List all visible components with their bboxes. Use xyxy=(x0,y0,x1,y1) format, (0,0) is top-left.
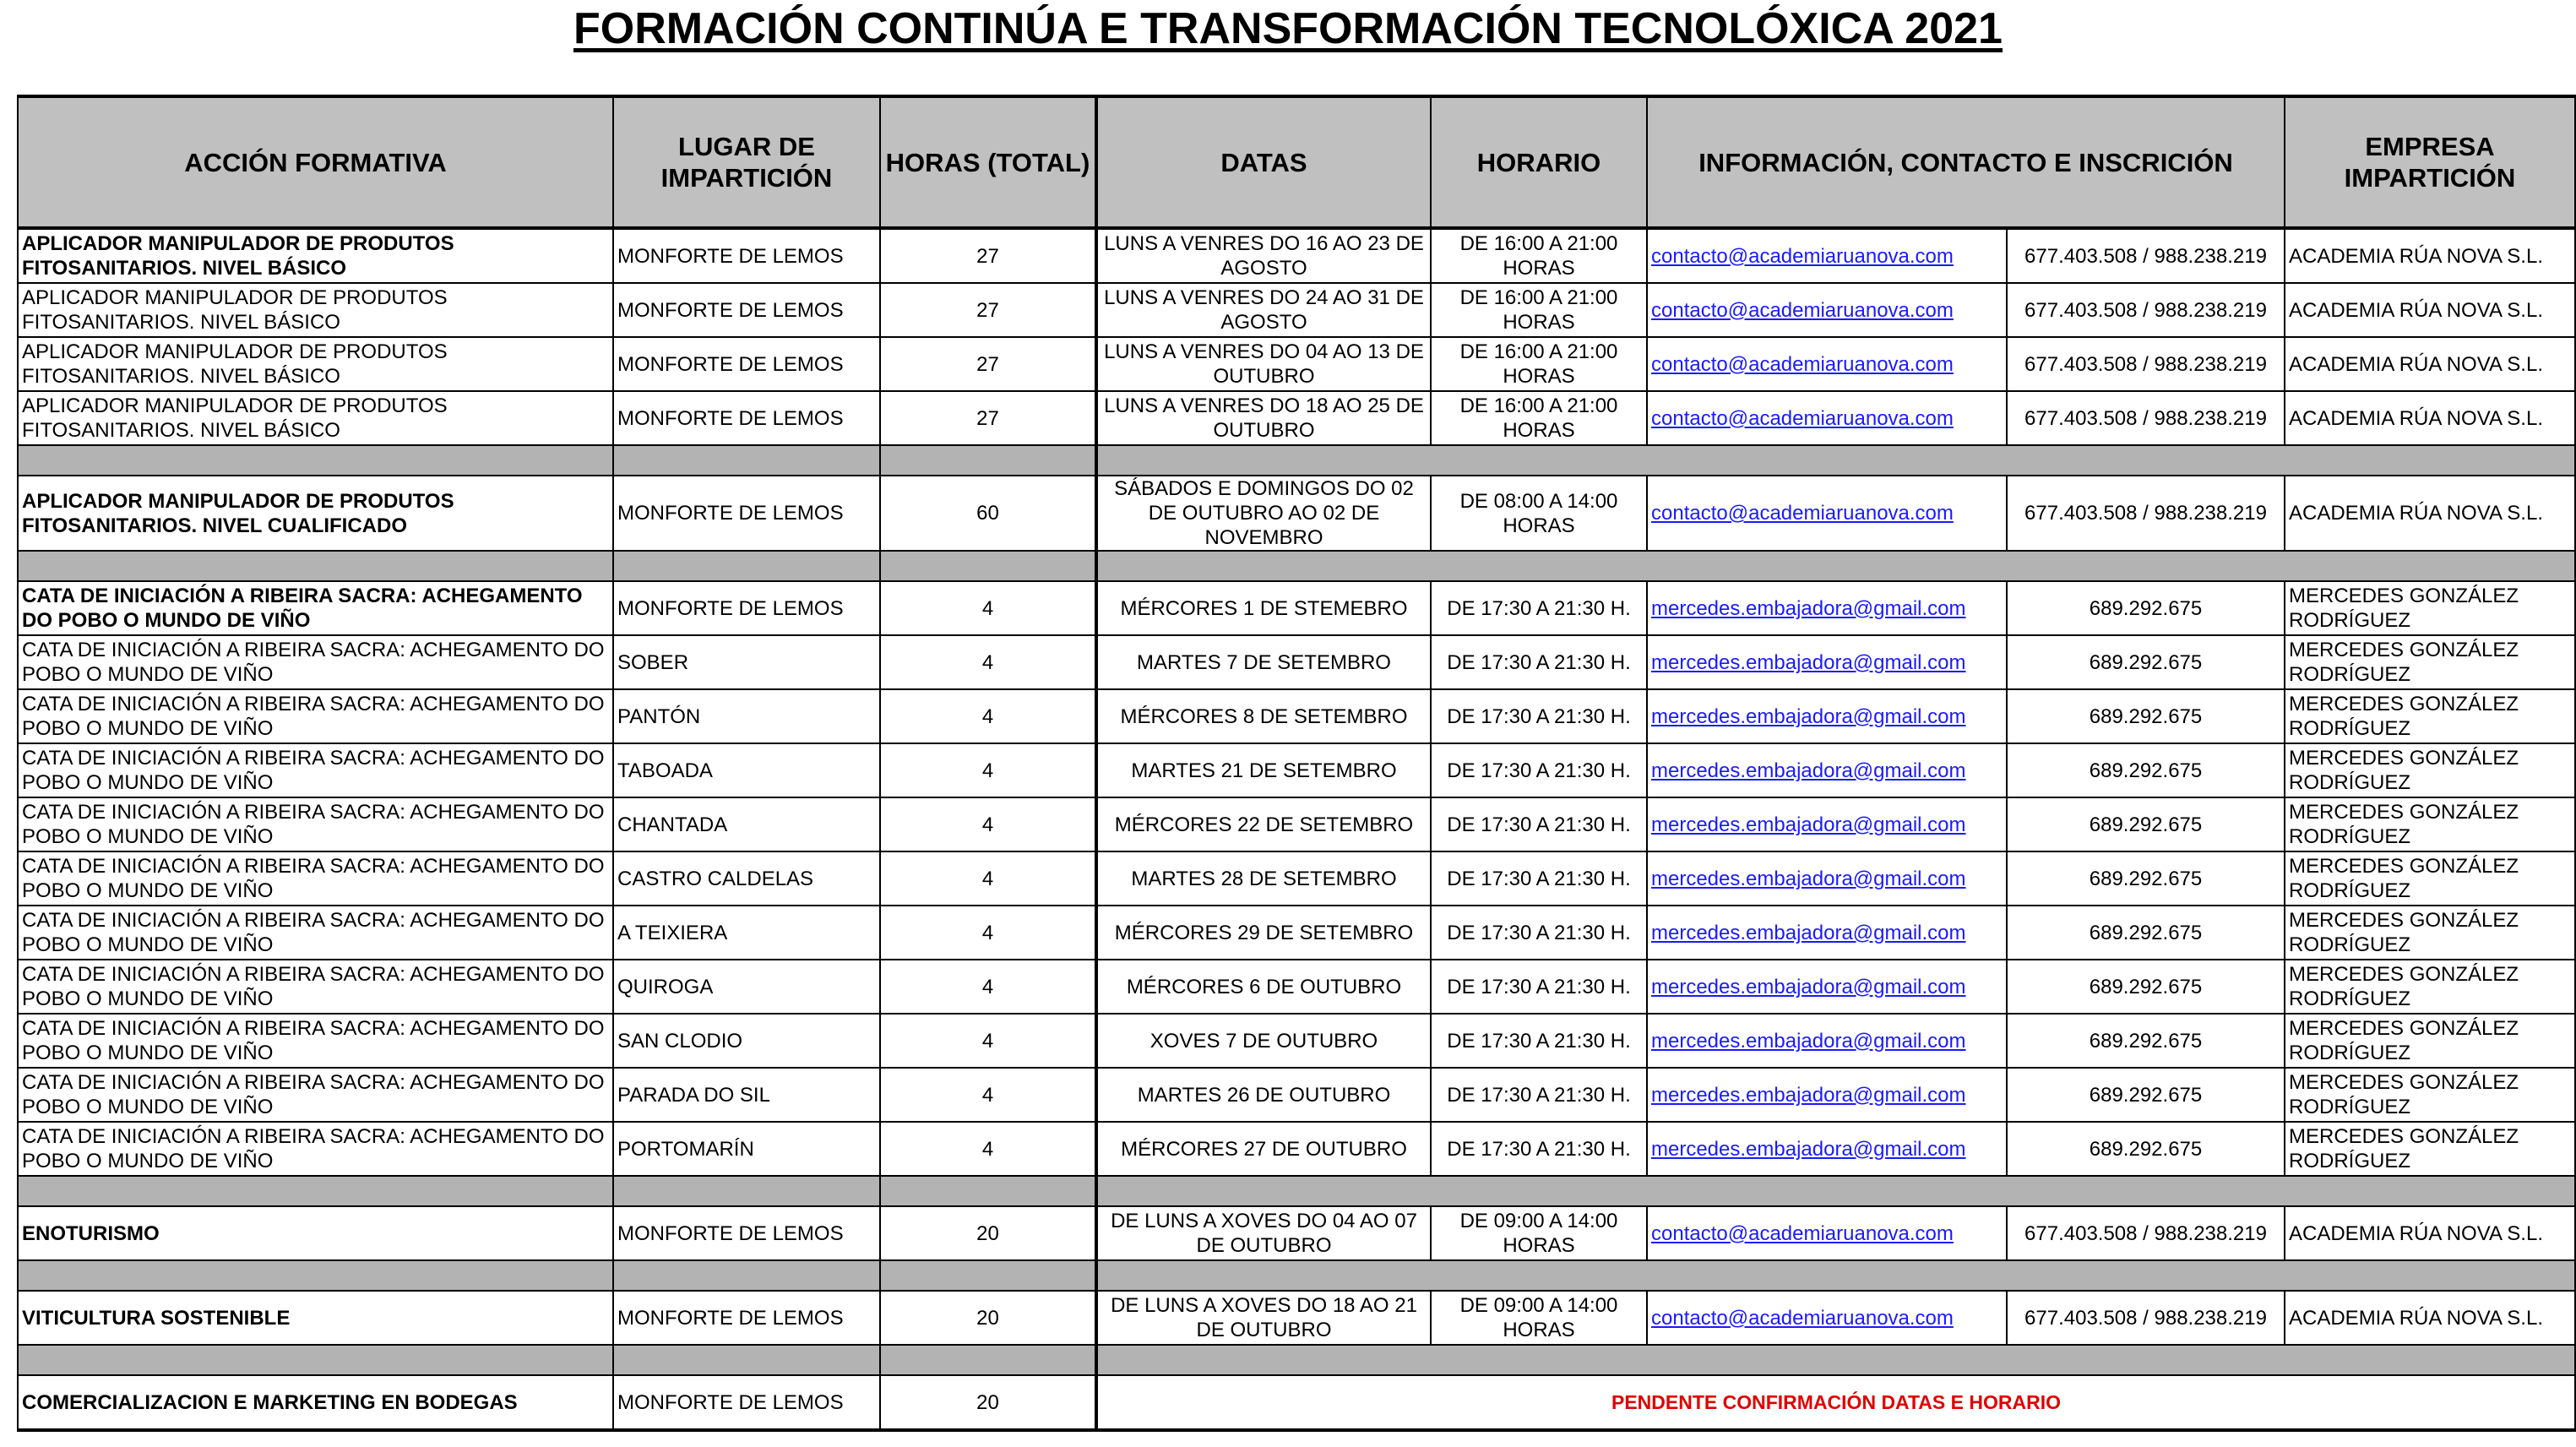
separator-cell xyxy=(880,1345,1096,1375)
cell-horario: DE 17:30 A 21:30 H. xyxy=(1431,851,1647,906)
cell-horario: DE 17:30 A 21:30 H. xyxy=(1431,1068,1647,1122)
table-row xyxy=(18,581,2575,635)
cell-telefono: 689.292.675 xyxy=(2007,1014,2285,1068)
separator-row xyxy=(18,1345,2575,1375)
cell-lugar: SAN CLODIO xyxy=(613,1014,880,1068)
cell-horario: DE 08:00 A 14:00 HORAS xyxy=(1431,476,1647,551)
cell-lugar: TABOADA xyxy=(613,743,880,797)
cell-horario: DE 17:30 A 21:30 H. xyxy=(1431,1014,1647,1068)
pending-note: PENDENTE CONFIRMACIÓN DATAS E HORARIO xyxy=(1096,1375,2575,1430)
cell-accion: ENOTURISMO xyxy=(18,1206,613,1260)
cell-telefono: 677.403.508 / 988.238.219 xyxy=(2007,391,2285,445)
cell-horario: DE 17:30 A 21:30 H. xyxy=(1431,743,1647,797)
cell-datas: MÉRCORES 1 DE STEMEBRO xyxy=(1096,581,1431,635)
cell-lugar: CASTRO CALDELAS xyxy=(613,851,880,906)
cell-datas: DE LUNS A XOVES DO 04 AO 07 DE OUTUBRO xyxy=(1096,1206,1431,1260)
cell-datas: DE LUNS A XOVES DO 18 AO 21 DE OUTUBRO xyxy=(1096,1291,1431,1345)
courses-table xyxy=(17,95,2576,1432)
header-accion: ACCIÓN FORMATIVA xyxy=(18,96,613,228)
cell-accion: CATA DE INICIACIÓN A RIBEIRA SACRA: ACHEGAMENTO DO POBO O MUNDO DE VIÑO xyxy=(18,581,613,635)
cell-email xyxy=(1647,851,2007,906)
cell-horas: 27 xyxy=(880,228,1096,283)
email-link[interactable]: mercedes.embajadora@gmail.com xyxy=(1651,704,1966,728)
cell-email xyxy=(1647,1291,2007,1345)
separator-cell xyxy=(880,551,1096,581)
cell-lugar: QUIROGA xyxy=(613,960,880,1014)
separator-cell xyxy=(1096,1345,2575,1375)
cell-lugar: PANTÓN xyxy=(613,689,880,743)
cell-accion: APLICADOR MANIPULADOR DE PRODUTOS FITOSANITARIOS. NIVEL CUALIFICADO xyxy=(18,476,613,551)
email-link[interactable]: mercedes.embajadora@gmail.com xyxy=(1651,921,1966,944)
cell-email xyxy=(1647,283,2007,337)
cell-telefono: 689.292.675 xyxy=(2007,635,2285,689)
cell-accion: VITICULTURA SOSTENIBLE xyxy=(18,1291,613,1345)
cell-email xyxy=(1647,1014,2007,1068)
cell-lugar: MONFORTE DE LEMOS xyxy=(613,476,880,551)
email-link[interactable]: mercedes.embajadora@gmail.com xyxy=(1651,759,1966,782)
cell-accion: CATA DE INICIACIÓN A RIBEIRA SACRA: ACHEGAMENTO DO POBO O MUNDO DE VIÑO xyxy=(18,689,613,743)
cell-datas: MÉRCORES 29 DE SETEMBRO xyxy=(1096,906,1431,960)
cell-telefono: 677.403.508 / 988.238.219 xyxy=(2007,476,2285,551)
cell-horario: DE 17:30 A 21:30 H. xyxy=(1431,1122,1647,1176)
cell-horas: 4 xyxy=(880,635,1096,689)
separator-cell xyxy=(613,1176,880,1206)
page-title-wrap xyxy=(0,0,2576,54)
cell-lugar: PORTOMARÍN xyxy=(613,1122,880,1176)
cell-horario: DE 16:00 A 21:00 HORAS xyxy=(1431,283,1647,337)
cell-accion: APLICADOR MANIPULADOR DE PRODUTOS FITOSANITARIOS. NIVEL BÁSICO xyxy=(18,337,613,391)
cell-email xyxy=(1647,1068,2007,1122)
header-row xyxy=(18,96,2575,228)
cell-horario: DE 09:00 A 14:00 HORAS xyxy=(1431,1206,1647,1260)
cell-email xyxy=(1647,635,2007,689)
table-row xyxy=(18,960,2575,1014)
separator-cell xyxy=(880,1260,1096,1291)
cell-horario: DE 17:30 A 21:30 H. xyxy=(1431,635,1647,689)
cell-datas: MARTES 28 DE SETEMBRO xyxy=(1096,851,1431,906)
cell-empresa: ACADEMIA RÚA NOVA S.L. xyxy=(2285,476,2575,551)
cell-empresa: MERCEDES GONZÁLEZ RODRÍGUEZ xyxy=(2285,689,2575,743)
email-link[interactable]: contacto@academiaruanova.com xyxy=(1651,406,1954,430)
cell-accion: COMERCIALIZACION E MARKETING EN BODEGAS xyxy=(18,1375,613,1430)
email-link[interactable]: mercedes.embajadora@gmail.com xyxy=(1651,1029,1966,1053)
cell-accion: CATA DE INICIACIÓN A RIBEIRA SACRA: ACHEGAMENTO DO POBO O MUNDO DE VIÑO xyxy=(18,906,613,960)
email-link[interactable]: contacto@academiaruanova.com xyxy=(1651,1221,1954,1245)
email-link[interactable]: contacto@academiaruanova.com xyxy=(1651,502,1954,525)
table-row xyxy=(18,283,2575,337)
cell-lugar: A TEIXIERA xyxy=(613,906,880,960)
separator-cell xyxy=(18,1345,613,1375)
cell-datas: LUNS A VENRES DO 16 AO 23 DE AGOSTO xyxy=(1096,228,1431,283)
cell-email xyxy=(1647,960,2007,1014)
cell-telefono: 689.292.675 xyxy=(2007,851,2285,906)
table-row xyxy=(18,337,2575,391)
cell-horas: 4 xyxy=(880,581,1096,635)
email-link[interactable]: mercedes.embajadora@gmail.com xyxy=(1651,975,1966,998)
email-link[interactable]: mercedes.embajadora@gmail.com xyxy=(1651,1137,1966,1161)
cell-accion: CATA DE INICIACIÓN A RIBEIRA SACRA: ACHEGAMENTO DO POBO O MUNDO DE VIÑO xyxy=(18,797,613,851)
cell-empresa: ACADEMIA RÚA NOVA S.L. xyxy=(2285,283,2575,337)
cell-datas: MARTES 7 DE SETEMBRO xyxy=(1096,635,1431,689)
cell-empresa: MERCEDES GONZÁLEZ RODRÍGUEZ xyxy=(2285,1122,2575,1176)
cell-telefono: 677.403.508 / 988.238.219 xyxy=(2007,283,2285,337)
cell-empresa: MERCEDES GONZÁLEZ RODRÍGUEZ xyxy=(2285,635,2575,689)
cell-horario: DE 17:30 A 21:30 H. xyxy=(1431,797,1647,851)
cell-email xyxy=(1647,581,2007,635)
cell-email xyxy=(1647,797,2007,851)
cell-horas: 27 xyxy=(880,283,1096,337)
cell-email xyxy=(1647,906,2007,960)
cell-horario: DE 17:30 A 21:30 H. xyxy=(1431,906,1647,960)
cell-telefono: 689.292.675 xyxy=(2007,960,2285,1014)
table-body xyxy=(18,228,2575,1430)
cell-horas: 20 xyxy=(880,1206,1096,1260)
cell-lugar: MONFORTE DE LEMOS xyxy=(613,581,880,635)
table-row xyxy=(18,1014,2575,1068)
email-link[interactable]: mercedes.embajadora@gmail.com xyxy=(1651,1083,1966,1107)
cell-horario: DE 16:00 A 21:00 HORAS xyxy=(1431,228,1647,283)
table-row xyxy=(18,391,2575,445)
header-info: INFORMACIÓN, CONTACTO E INSCRICIÓN xyxy=(1647,96,2285,228)
cell-datas: SÁBADOS E DOMINGOS DO 02 DE OUTUBRO AO 02 DE NOVEMBRO xyxy=(1096,476,1431,551)
separator-row xyxy=(18,445,2575,476)
cell-telefono: 689.292.675 xyxy=(2007,743,2285,797)
email-link[interactable]: contacto@academiaruanova.com xyxy=(1651,1306,1954,1330)
cell-telefono: 689.292.675 xyxy=(2007,906,2285,960)
cell-email xyxy=(1647,689,2007,743)
separator-row xyxy=(18,551,2575,581)
cell-horas: 60 xyxy=(880,476,1096,551)
header-lugar: LUGAR DE IMPARTICIÓN xyxy=(613,96,880,228)
table-row xyxy=(18,1291,2575,1345)
email-link[interactable]: mercedes.embajadora@gmail.com xyxy=(1651,813,1966,836)
cell-accion: APLICADOR MANIPULADOR DE PRODUTOS FITOSANITARIOS. NIVEL BÁSICO xyxy=(18,283,613,337)
cell-empresa: ACADEMIA RÚA NOVA S.L. xyxy=(2285,1291,2575,1345)
cell-horas: 4 xyxy=(880,797,1096,851)
cell-horario: DE 17:30 A 21:30 H. xyxy=(1431,689,1647,743)
cell-datas: MARTES 21 DE SETEMBRO xyxy=(1096,743,1431,797)
cell-horas: 20 xyxy=(880,1375,1096,1430)
cell-accion: CATA DE INICIACIÓN A RIBEIRA SACRA: ACHEGAMENTO DO POBO O MUNDO DE VIÑO xyxy=(18,960,613,1014)
cell-telefono: 677.403.508 / 988.238.219 xyxy=(2007,337,2285,391)
cell-accion: CATA DE INICIACIÓN A RIBEIRA SACRA: ACHEGAMENTO DO POBO O MUNDO DE VIÑO xyxy=(18,1068,613,1122)
cell-empresa: MERCEDES GONZÁLEZ RODRÍGUEZ xyxy=(2285,797,2575,851)
cell-accion: CATA DE INICIACIÓN A RIBEIRA SACRA: ACHEGAMENTO DO POBO O MUNDO DE VIÑO xyxy=(18,635,613,689)
cell-empresa: MERCEDES GONZÁLEZ RODRÍGUEZ xyxy=(2285,906,2575,960)
separator-cell xyxy=(880,1176,1096,1206)
cell-horario: DE 17:30 A 21:30 H. xyxy=(1431,581,1647,635)
cell-lugar: MONFORTE DE LEMOS xyxy=(613,1375,880,1430)
cell-horas: 27 xyxy=(880,337,1096,391)
cell-empresa: MERCEDES GONZÁLEZ RODRÍGUEZ xyxy=(2285,851,2575,906)
table-row xyxy=(18,476,2575,551)
separator-cell xyxy=(1096,551,2575,581)
cell-empresa: MERCEDES GONZÁLEZ RODRÍGUEZ xyxy=(2285,1068,2575,1122)
page-title: FORMACIÓN CONTINÚA E TRANSFORMACIÓN TECNOLÓXICA 2021 xyxy=(573,4,2003,53)
cell-horas: 4 xyxy=(880,960,1096,1014)
separator-cell xyxy=(613,551,880,581)
separator-cell xyxy=(613,445,880,476)
email-link[interactable]: contacto@academiaruanova.com xyxy=(1651,298,1954,322)
cell-datas: MÉRCORES 22 DE SETEMBRO xyxy=(1096,797,1431,851)
cell-horas: 4 xyxy=(880,689,1096,743)
separator-cell xyxy=(18,1176,613,1206)
cell-email xyxy=(1647,743,2007,797)
separator-row xyxy=(18,1260,2575,1291)
cell-datas: MARTES 26 DE OUTUBRO xyxy=(1096,1068,1431,1122)
cell-horario: DE 16:00 A 21:00 HORAS xyxy=(1431,391,1647,445)
cell-lugar: CHANTADA xyxy=(613,797,880,851)
cell-horas: 4 xyxy=(880,851,1096,906)
cell-email xyxy=(1647,337,2007,391)
cell-datas: MÉRCORES 8 DE SETEMBRO xyxy=(1096,689,1431,743)
header-datas: DATAS xyxy=(1096,96,1431,228)
separator-cell xyxy=(880,445,1096,476)
email-link[interactable]: contacto@academiaruanova.com xyxy=(1651,244,1954,268)
cell-telefono: 689.292.675 xyxy=(2007,581,2285,635)
separator-cell xyxy=(18,445,613,476)
cell-horas: 4 xyxy=(880,1122,1096,1176)
cell-lugar: MONFORTE DE LEMOS xyxy=(613,1206,880,1260)
email-link[interactable]: mercedes.embajadora@gmail.com xyxy=(1651,650,1966,674)
header-horas: HORAS (TOTAL) xyxy=(880,96,1096,228)
cell-horario: DE 17:30 A 21:30 H. xyxy=(1431,960,1647,1014)
header-horario: HORARIO xyxy=(1431,96,1647,228)
cell-horas: 27 xyxy=(880,391,1096,445)
cell-lugar: PARADA DO SIL xyxy=(613,1068,880,1122)
cell-accion: CATA DE INICIACIÓN A RIBEIRA SACRA: ACHEGAMENTO DO POBO O MUNDO DE VIÑO xyxy=(18,1122,613,1176)
cell-empresa: MERCEDES GONZÁLEZ RODRÍGUEZ xyxy=(2285,581,2575,635)
cell-email xyxy=(1647,1122,2007,1176)
table-row xyxy=(18,228,2575,283)
table-row xyxy=(18,743,2575,797)
cell-empresa: ACADEMIA RÚA NOVA S.L. xyxy=(2285,391,2575,445)
email-link[interactable]: contacto@academiaruanova.com xyxy=(1651,352,1954,376)
cell-datas: MÉRCORES 27 DE OUTUBRO xyxy=(1096,1122,1431,1176)
table-row xyxy=(18,689,2575,743)
cell-telefono: 689.292.675 xyxy=(2007,1122,2285,1176)
separator-row xyxy=(18,1176,2575,1206)
table-row xyxy=(18,1068,2575,1122)
cell-empresa: MERCEDES GONZÁLEZ RODRÍGUEZ xyxy=(2285,1014,2575,1068)
cell-horario: DE 16:00 A 21:00 HORAS xyxy=(1431,337,1647,391)
separator-cell xyxy=(613,1345,880,1375)
cell-datas: XOVES 7 DE OUTUBRO xyxy=(1096,1014,1431,1068)
cell-email xyxy=(1647,1206,2007,1260)
cell-lugar: SOBER xyxy=(613,635,880,689)
cell-horas: 20 xyxy=(880,1291,1096,1345)
cell-horas: 4 xyxy=(880,1014,1096,1068)
cell-telefono: 677.403.508 / 988.238.219 xyxy=(2007,1206,2285,1260)
cell-horas: 4 xyxy=(880,1068,1096,1122)
cell-datas: LUNS A VENRES DO 04 AO 13 DE OUTUBRO xyxy=(1096,337,1431,391)
cell-empresa: ACADEMIA RÚA NOVA S.L. xyxy=(2285,337,2575,391)
cell-empresa: ACADEMIA RÚA NOVA S.L. xyxy=(2285,1206,2575,1260)
cell-accion: APLICADOR MANIPULADOR DE PRODUTOS FITOSANITARIOS. NIVEL BÁSICO xyxy=(18,391,613,445)
cell-accion: CATA DE INICIACIÓN A RIBEIRA SACRA: ACHEGAMENTO DO POBO O MUNDO DE VIÑO xyxy=(18,851,613,906)
table-row xyxy=(18,1375,2575,1430)
cell-telefono: 677.403.508 / 988.238.219 xyxy=(2007,1291,2285,1345)
separator-cell xyxy=(1096,445,2575,476)
table-row xyxy=(18,797,2575,851)
cell-empresa: MERCEDES GONZÁLEZ RODRÍGUEZ xyxy=(2285,743,2575,797)
separator-cell xyxy=(613,1260,880,1291)
cell-datas: MÉRCORES 6 DE OUTUBRO xyxy=(1096,960,1431,1014)
cell-telefono: 677.403.508 / 988.238.219 xyxy=(2007,228,2285,283)
cell-empresa: ACADEMIA RÚA NOVA S.L. xyxy=(2285,228,2575,283)
table-row xyxy=(18,1122,2575,1176)
separator-cell xyxy=(18,551,613,581)
cell-accion: CATA DE INICIACIÓN A RIBEIRA SACRA: ACHEGAMENTO DO POBO O MUNDO DE VIÑO xyxy=(18,743,613,797)
cell-lugar: MONFORTE DE LEMOS xyxy=(613,1291,880,1345)
cell-horario: DE 09:00 A 14:00 HORAS xyxy=(1431,1291,1647,1345)
cell-lugar: MONFORTE DE LEMOS xyxy=(613,283,880,337)
cell-telefono: 689.292.675 xyxy=(2007,1068,2285,1122)
cell-horas: 4 xyxy=(880,743,1096,797)
cell-telefono: 689.292.675 xyxy=(2007,797,2285,851)
cell-accion: CATA DE INICIACIÓN A RIBEIRA SACRA: ACHEGAMENTO DO POBO O MUNDO DE VIÑO xyxy=(18,1014,613,1068)
table-row xyxy=(18,635,2575,689)
cell-datas: LUNS A VENRES DO 18 AO 25 DE OUTUBRO xyxy=(1096,391,1431,445)
cell-lugar: MONFORTE DE LEMOS xyxy=(613,337,880,391)
cell-lugar: MONFORTE DE LEMOS xyxy=(613,228,880,283)
cell-horas: 4 xyxy=(880,906,1096,960)
cell-accion: APLICADOR MANIPULADOR DE PRODUTOS FITOSANITARIOS. NIVEL BÁSICO xyxy=(18,228,613,283)
cell-email xyxy=(1647,391,2007,445)
email-link[interactable]: mercedes.embajadora@gmail.com xyxy=(1651,867,1966,890)
cell-telefono: 689.292.675 xyxy=(2007,689,2285,743)
cell-email xyxy=(1647,476,2007,551)
cell-lugar: MONFORTE DE LEMOS xyxy=(613,391,880,445)
table-row xyxy=(18,906,2575,960)
header-empresa: EMPRESA IMPARTICIÓN xyxy=(2285,96,2575,228)
cell-datas: LUNS A VENRES DO 24 AO 31 DE AGOSTO xyxy=(1096,283,1431,337)
cell-empresa: MERCEDES GONZÁLEZ RODRÍGUEZ xyxy=(2285,960,2575,1014)
email-link[interactable]: mercedes.embajadora@gmail.com xyxy=(1651,596,1966,620)
table-row xyxy=(18,1206,2575,1260)
cell-email xyxy=(1647,228,2007,283)
table-row xyxy=(18,851,2575,906)
separator-cell xyxy=(18,1260,613,1291)
separator-cell xyxy=(1096,1176,2575,1206)
separator-cell xyxy=(1096,1260,2575,1291)
